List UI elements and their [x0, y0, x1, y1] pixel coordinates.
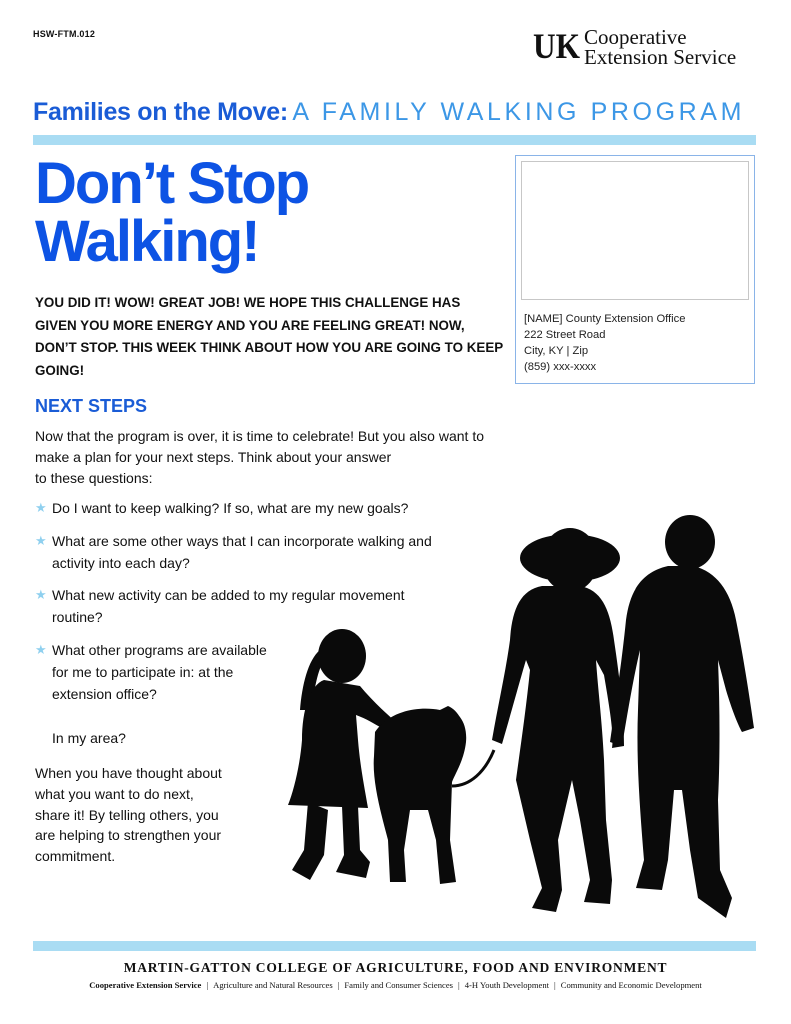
- program-name: Families on the Move:: [33, 98, 288, 126]
- question-text: for me to participate in: at the: [52, 664, 234, 680]
- body-line: make a plan for your next steps. Think about your answer: [35, 449, 392, 465]
- question-text: routine?: [52, 609, 103, 625]
- footer-program: Community and Economic Development: [560, 980, 702, 990]
- top-rule: [33, 135, 756, 145]
- footer-program: 4-H Youth Development: [464, 980, 550, 990]
- org-name-line1: Cooperative: [584, 25, 687, 49]
- title-line1: Don’t Stop: [35, 151, 309, 216]
- college-name: MARTIN-GATTON COLLEGE OF AGRICULTURE, FOOD AND ENVIRONMENT: [123, 960, 668, 975]
- footer-separator: |: [337, 980, 340, 990]
- closing-paragraph: [35, 763, 265, 867]
- uk-logo: [533, 26, 581, 64]
- star-icon: ★: [35, 642, 47, 657]
- footer-separator: |: [206, 980, 209, 990]
- footer-programs: [0, 980, 791, 990]
- cooperative-extension-service-name: [584, 27, 736, 67]
- body-line: to these questions:: [35, 470, 153, 486]
- body-line: Now that the program is over, it is time to celebrate! But you also want to: [35, 428, 484, 444]
- intro-paragraph: YOU DID IT! WOW! GREAT JOB! WE HOPE THIS CHALLENGE HAS GIVEN YOU MORE ENERGY AND YOU ARE FEELING GREAT! NOW, DON’T STOP. THIS WEEK THINK ABOUT HOW YOU ARE GOING TO KEEP GOING!: [35, 295, 503, 378]
- question-text: Do I want to keep walking? If so, what are my new goals?: [52, 500, 409, 516]
- office-street: 222 Street Road: [524, 329, 606, 341]
- office-address: [524, 311, 685, 375]
- footer-separator: |: [458, 980, 460, 990]
- closing-line: what you want to do next,: [35, 785, 194, 802]
- office-city: City, KY | Zip: [524, 345, 589, 357]
- woman-silhouette: [492, 528, 624, 912]
- page-title: [35, 151, 309, 274]
- closing-line: commitment.: [35, 848, 116, 865]
- program-banner: [33, 98, 763, 127]
- question-text: What are some other ways that I can incorporate walking and: [52, 533, 432, 549]
- question-text: What other programs are available: [52, 642, 267, 658]
- star-icon: ★: [35, 500, 47, 515]
- footer-program: Cooperative Extension Service: [89, 980, 202, 990]
- question-text: What new activity can be added to my regular movement: [52, 587, 405, 603]
- closing-line: When you have thought about: [35, 765, 222, 781]
- man-silhouette: [610, 515, 754, 918]
- question-item: [35, 639, 267, 749]
- family-walking-silhouette: [280, 510, 785, 950]
- uk-logo-text: UK: [533, 26, 580, 66]
- office-name: [NAME] County Extension Office: [524, 313, 686, 325]
- next-steps-heading: NEXT STEPS: [35, 396, 148, 416]
- closing-line: share it! By telling others, you: [35, 806, 219, 823]
- dog-silhouette: [374, 706, 467, 884]
- photo-placeholder: [521, 161, 749, 300]
- office-phone: (859) xxx-xxxx: [524, 361, 597, 373]
- star-icon: ★: [35, 533, 47, 548]
- document-code: HSW-FTM.012: [33, 29, 96, 39]
- question-text: activity into each day?: [52, 555, 190, 571]
- footer-program: Family and Consumer Sciences: [344, 980, 454, 990]
- org-name-line2: Extension Service: [584, 45, 737, 69]
- star-icon: ★: [35, 587, 47, 602]
- program-subtitle: A FAMILY WALKING PROGRAM: [292, 98, 745, 126]
- question-text: extension office?: [52, 686, 157, 702]
- closing-line: are helping to strengthen your: [35, 827, 222, 844]
- title-line2: Walking!: [35, 209, 259, 274]
- bottom-rule: [33, 941, 756, 951]
- next-steps-body: [35, 426, 505, 489]
- footer-separator: |: [554, 980, 556, 990]
- question-text: In my area?: [52, 730, 126, 746]
- footer-program: Agriculture and Natural Resources: [213, 980, 333, 990]
